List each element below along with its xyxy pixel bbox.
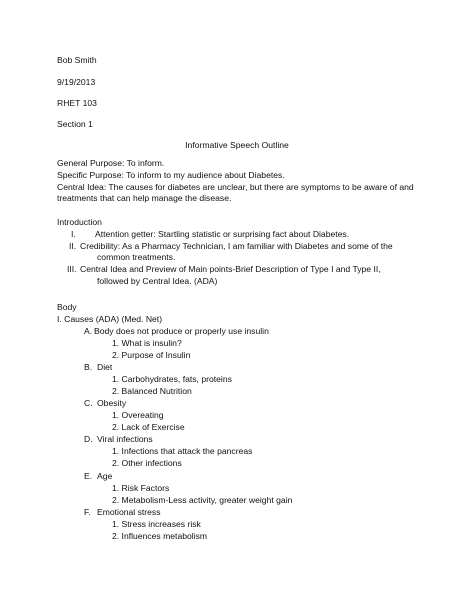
intro-item-continuation: followed by Central Idea. (ADA): [97, 276, 218, 286]
detail-point: 1. What is insulin?: [112, 338, 182, 348]
subpoint-label: Age: [97, 471, 113, 481]
document-title: Informative Speech Outline: [185, 140, 289, 150]
detail-point: 2. Metabolism-Less activity, greater weight gain: [112, 495, 293, 505]
detail-point: 2. Lack of Exercise: [112, 422, 185, 432]
detail-point: 1. Risk Factors: [112, 483, 170, 493]
detail-point: 1. Infections that attack the pancreas: [112, 446, 253, 456]
subpoint-letter: F.: [84, 507, 91, 517]
detail-point: 1. Stress increases risk: [112, 519, 201, 529]
detail-point: 1. Carbohydrates, fats, proteins: [112, 374, 232, 384]
intro-item-number: I.: [71, 229, 76, 239]
introduction-heading: Introduction: [57, 217, 102, 227]
subpoint-label: Emotional stress: [97, 507, 161, 517]
subpoint-letter: E.: [84, 471, 93, 481]
subpoint-letter: C.: [84, 398, 93, 408]
central-idea-continued: treatments that can help manage the disease.: [57, 193, 232, 203]
intro-item-text: Central Idea and Preview of Main points-Brief Description of Type I and Type II,: [80, 264, 381, 274]
date: 9/19/2013: [57, 77, 96, 87]
subpoint-letter: A.: [84, 326, 93, 336]
intro-item-number: III.: [67, 264, 77, 274]
subpoint-letter: B.: [84, 362, 93, 372]
subpoint-label: Body does not produce or properly use insulin: [94, 326, 269, 336]
subpoint-label: Obesity: [97, 398, 127, 408]
course-code: RHET 103: [57, 98, 97, 108]
detail-point: 1. Overeating: [112, 410, 164, 420]
intro-item-number: II.: [69, 241, 77, 251]
subpoint-label: Viral infections: [97, 434, 153, 444]
intro-item-continuation: common treatments.: [97, 252, 176, 262]
subpoint-label: Diet: [97, 362, 113, 372]
subpoint-letter: D.: [84, 434, 93, 444]
author-name: Bob Smith: [57, 55, 97, 65]
detail-point: 2. Balanced Nutrition: [112, 386, 192, 396]
central-idea: Central Idea: The causes for diabetes are unclear, but there are symptoms to be aware of and: [57, 182, 414, 192]
section-number: Section 1: [57, 119, 93, 129]
detail-point: 2. Influences metabolism: [112, 531, 208, 541]
detail-point: 2. Purpose of Insulin: [112, 350, 191, 360]
intro-item-text: Credibility: As a Pharmacy Technician, I am familiar with Diabetes and some of the: [80, 241, 393, 251]
detail-point: 2. Other infections: [112, 458, 182, 468]
intro-item-text: Attention getter: Startling statistic or surprising fact about Diabetes.: [95, 229, 350, 239]
body-heading: Body: [57, 302, 77, 312]
body-main-point: I. Causes (ADA) (Med. Net): [57, 314, 163, 324]
general-purpose: General Purpose: To inform.: [57, 158, 165, 168]
specific-purpose: Specific Purpose: To inform to my audience about Diabetes.: [57, 170, 285, 180]
